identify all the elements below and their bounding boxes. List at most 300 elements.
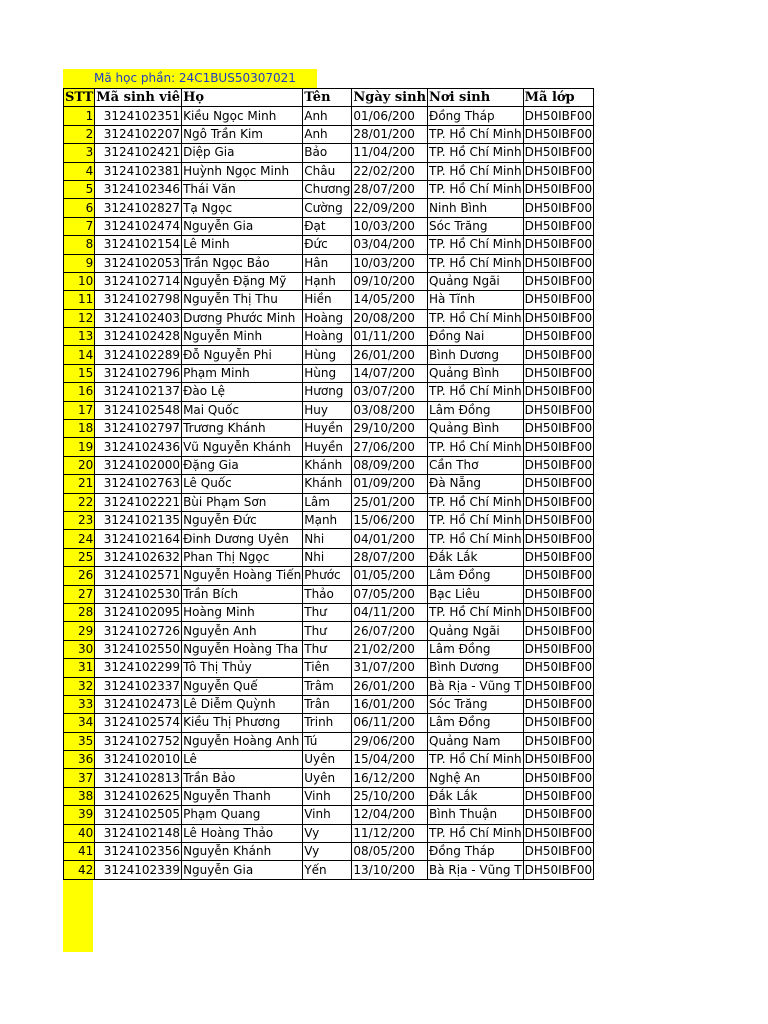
cell-dob[interactable]: 13/10/200 (352, 861, 428, 879)
cell-stt[interactable]: 21 (64, 475, 95, 493)
cell-stt[interactable]: 16 (64, 383, 95, 401)
cell-first-name[interactable]: Trân (303, 695, 352, 713)
cell-last-name[interactable]: Đào Lệ (182, 383, 303, 401)
cell-last-name[interactable]: Nguyễn Khánh (182, 843, 303, 861)
cell-last-name[interactable]: Trần Ngọc Bảo (182, 254, 303, 272)
cell-class-code[interactable]: DH50IBF00 (523, 291, 593, 309)
cell-student-id[interactable]: 3124102530 (95, 585, 182, 603)
cell-dob[interactable]: 27/06/200 (352, 438, 428, 456)
cell-first-name[interactable]: Yến (303, 861, 352, 879)
cell-stt[interactable]: 27 (64, 585, 95, 603)
cell-first-name[interactable]: Bảo (303, 144, 352, 162)
cell-first-name[interactable]: Khánh (303, 456, 352, 474)
cell-birthplace[interactable]: Bình Dương (428, 346, 524, 364)
cell-birthplace[interactable]: Đồng Tháp (428, 843, 524, 861)
cell-first-name[interactable]: Uyên (303, 769, 352, 787)
cell-student-id[interactable]: 3124102135 (95, 511, 182, 529)
cell-class-code[interactable]: DH50IBF00 (523, 236, 593, 254)
cell-last-name[interactable]: Huỳnh Ngọc Minh (182, 162, 303, 180)
cell-class-code[interactable]: DH50IBF00 (523, 714, 593, 732)
cell-last-name[interactable]: Thái Văn (182, 180, 303, 198)
cell-student-id[interactable]: 3124102797 (95, 420, 182, 438)
cell-first-name[interactable]: Tú (303, 732, 352, 750)
cell-stt[interactable]: 41 (64, 843, 95, 861)
cell-birthplace[interactable]: Quảng Bình (428, 420, 524, 438)
cell-student-id[interactable]: 3124102763 (95, 475, 182, 493)
cell-stt[interactable]: 14 (64, 346, 95, 364)
cell-class-code[interactable]: DH50IBF00 (523, 493, 593, 511)
cell-class-code[interactable]: DH50IBF00 (523, 475, 593, 493)
cell-class-code[interactable]: DH50IBF00 (523, 659, 593, 677)
cell-student-id[interactable]: 3124102436 (95, 438, 182, 456)
cell-stt[interactable]: 13 (64, 328, 95, 346)
cell-stt[interactable]: 11 (64, 291, 95, 309)
cell-first-name[interactable]: Chương (303, 180, 352, 198)
cell-last-name[interactable]: Kiều Thị Phương (182, 714, 303, 732)
cell-dob[interactable]: 11/04/200 (352, 144, 428, 162)
cell-student-id[interactable]: 3124102550 (95, 640, 182, 658)
cell-class-code[interactable]: DH50IBF00 (523, 107, 593, 125)
cell-last-name[interactable]: Nguyễn Hoàng Tha (182, 640, 303, 658)
cell-last-name[interactable]: Đỗ Nguyễn Phi (182, 346, 303, 364)
cell-student-id[interactable]: 3124102095 (95, 603, 182, 621)
cell-last-name[interactable]: Lê (182, 751, 303, 769)
cell-dob[interactable]: 07/05/200 (352, 585, 428, 603)
cell-stt[interactable]: 24 (64, 530, 95, 548)
cell-first-name[interactable]: Hùng (303, 364, 352, 382)
cell-last-name[interactable]: Nguyễn Đức (182, 511, 303, 529)
cell-birthplace[interactable]: Nghệ An (428, 769, 524, 787)
cell-last-name[interactable]: Nguyễn Hoàng Anh (182, 732, 303, 750)
cell-student-id[interactable]: 3124102299 (95, 659, 182, 677)
cell-class-code[interactable]: DH50IBF00 (523, 603, 593, 621)
cell-class-code[interactable]: DH50IBF00 (523, 695, 593, 713)
cell-birthplace[interactable]: Đồng Nai (428, 328, 524, 346)
cell-first-name[interactable]: Tiên (303, 659, 352, 677)
cell-first-name[interactable]: Vinh (303, 806, 352, 824)
cell-student-id[interactable]: 3124102796 (95, 364, 182, 382)
cell-last-name[interactable]: Nguyễn Anh (182, 622, 303, 640)
cell-first-name[interactable]: Vy (303, 824, 352, 842)
cell-stt[interactable]: 26 (64, 567, 95, 585)
cell-dob[interactable]: 22/09/200 (352, 199, 428, 217)
cell-stt[interactable]: 18 (64, 420, 95, 438)
cell-dob[interactable]: 03/08/200 (352, 401, 428, 419)
cell-birthplace[interactable]: Lâm Đồng (428, 640, 524, 658)
cell-student-id[interactable]: 3124102154 (95, 236, 182, 254)
cell-birthplace[interactable]: TP. Hồ Chí Minh (428, 511, 524, 529)
cell-stt[interactable]: 20 (64, 456, 95, 474)
cell-class-code[interactable]: DH50IBF00 (523, 677, 593, 695)
cell-class-code[interactable]: DH50IBF00 (523, 144, 593, 162)
cell-student-id[interactable]: 3124102148 (95, 824, 182, 842)
cell-stt[interactable]: 22 (64, 493, 95, 511)
cell-last-name[interactable]: Nguyễn Thanh (182, 787, 303, 805)
cell-class-code[interactable]: DH50IBF00 (523, 438, 593, 456)
cell-student-id[interactable]: 3124102010 (95, 751, 182, 769)
cell-birthplace[interactable]: TP. Hồ Chí Minh (428, 309, 524, 327)
cell-student-id[interactable]: 3124102474 (95, 217, 182, 235)
cell-last-name[interactable]: Đinh Dương Uyên (182, 530, 303, 548)
cell-first-name[interactable]: Vinh (303, 787, 352, 805)
cell-student-id[interactable]: 3124102356 (95, 843, 182, 861)
cell-student-id[interactable]: 3124102798 (95, 291, 182, 309)
cell-stt[interactable]: 3 (64, 144, 95, 162)
cell-stt[interactable]: 38 (64, 787, 95, 805)
cell-student-id[interactable]: 3124102473 (95, 695, 182, 713)
cell-student-id[interactable]: 3124102221 (95, 493, 182, 511)
cell-first-name[interactable]: Anh (303, 107, 352, 125)
cell-stt[interactable]: 37 (64, 769, 95, 787)
cell-first-name[interactable]: Mạnh (303, 511, 352, 529)
cell-birthplace[interactable]: Bình Thuận (428, 806, 524, 824)
cell-dob[interactable]: 04/01/200 (352, 530, 428, 548)
cell-first-name[interactable]: Hoàng (303, 328, 352, 346)
cell-stt[interactable]: 2 (64, 125, 95, 143)
cell-dob[interactable]: 20/08/200 (352, 309, 428, 327)
cell-dob[interactable]: 22/02/200 (352, 162, 428, 180)
cell-student-id[interactable]: 3124102428 (95, 328, 182, 346)
cell-dob[interactable]: 29/06/200 (352, 732, 428, 750)
cell-student-id[interactable]: 3124102207 (95, 125, 182, 143)
cell-stt[interactable]: 29 (64, 622, 95, 640)
cell-birthplace[interactable]: Quảng Ngãi (428, 272, 524, 290)
cell-first-name[interactable]: Cường (303, 199, 352, 217)
cell-first-name[interactable]: Uyên (303, 751, 352, 769)
cell-student-id[interactable]: 3124102164 (95, 530, 182, 548)
cell-dob[interactable]: 06/11/200 (352, 714, 428, 732)
cell-student-id[interactable]: 3124102403 (95, 309, 182, 327)
header-stt[interactable]: STT (65, 90, 94, 106)
cell-student-id[interactable]: 3124102571 (95, 567, 182, 585)
cell-last-name[interactable]: Ngô Trần Kim (182, 125, 303, 143)
cell-class-code[interactable]: DH50IBF00 (523, 806, 593, 824)
cell-stt[interactable]: 7 (64, 217, 95, 235)
cell-class-code[interactable]: DH50IBF00 (523, 162, 593, 180)
cell-last-name[interactable]: Lê Quốc (182, 475, 303, 493)
cell-last-name[interactable]: Phan Thị Ngọc (182, 548, 303, 566)
cell-class-code[interactable]: DH50IBF00 (523, 769, 593, 787)
cell-birthplace[interactable]: Cần Thơ (428, 456, 524, 474)
cell-birthplace[interactable]: Sóc Trăng (428, 217, 524, 235)
cell-last-name[interactable]: Nguyễn Quế (182, 677, 303, 695)
cell-student-id[interactable]: 3124102289 (95, 346, 182, 364)
cell-stt[interactable]: 1 (64, 107, 95, 125)
cell-stt[interactable]: 36 (64, 751, 95, 769)
cell-birthplace[interactable]: Sóc Trăng (428, 695, 524, 713)
cell-class-code[interactable]: DH50IBF00 (523, 622, 593, 640)
cell-dob[interactable]: 10/03/200 (352, 217, 428, 235)
cell-stt[interactable]: 31 (64, 659, 95, 677)
cell-birthplace[interactable]: Lâm Đồng (428, 567, 524, 585)
cell-stt[interactable]: 40 (64, 824, 95, 842)
cell-first-name[interactable]: Đức (303, 236, 352, 254)
cell-first-name[interactable]: Huy (303, 401, 352, 419)
cell-first-name[interactable]: Thư (303, 603, 352, 621)
cell-dob[interactable]: 28/01/200 (352, 125, 428, 143)
cell-last-name[interactable]: Dương Phước Minh (182, 309, 303, 327)
header-birthplace[interactable]: Nơi sinh (428, 89, 524, 107)
cell-class-code[interactable]: DH50IBF00 (523, 346, 593, 364)
cell-class-code[interactable]: DH50IBF00 (523, 125, 593, 143)
cell-first-name[interactable]: Huyền (303, 438, 352, 456)
cell-stt[interactable]: 9 (64, 254, 95, 272)
cell-last-name[interactable]: Trương Khánh (182, 420, 303, 438)
cell-last-name[interactable]: Tô Thị Thủy (182, 659, 303, 677)
header-first-name[interactable]: Tên (303, 89, 352, 107)
cell-dob[interactable]: 03/07/200 (352, 383, 428, 401)
cell-dob[interactable]: 03/04/200 (352, 236, 428, 254)
cell-stt[interactable]: 10 (64, 272, 95, 290)
cell-last-name[interactable]: Lê Diễm Quỳnh (182, 695, 303, 713)
cell-dob[interactable]: 01/11/200 (352, 328, 428, 346)
cell-dob[interactable]: 12/04/200 (352, 806, 428, 824)
cell-stt[interactable]: 6 (64, 199, 95, 217)
cell-dob[interactable]: 25/01/200 (352, 493, 428, 511)
cell-dob[interactable]: 01/05/200 (352, 567, 428, 585)
cell-stt[interactable]: 23 (64, 511, 95, 529)
header-last-name[interactable]: Họ (182, 89, 303, 107)
header-dob[interactable]: Ngày sinh (353, 90, 427, 106)
cell-birthplace[interactable]: Đắk Lắk (428, 787, 524, 805)
cell-first-name[interactable]: Đạt (303, 217, 352, 235)
cell-class-code[interactable]: DH50IBF00 (523, 732, 593, 750)
cell-class-code[interactable]: DH50IBF00 (523, 824, 593, 842)
cell-dob[interactable]: 26/01/200 (352, 346, 428, 364)
cell-dob[interactable]: 29/10/200 (352, 420, 428, 438)
cell-last-name[interactable]: Phạm Minh (182, 364, 303, 382)
cell-birthplace[interactable]: TP. Hồ Chí Minh (428, 493, 524, 511)
cell-last-name[interactable]: Kiều Ngọc Minh (182, 107, 303, 125)
cell-birthplace[interactable]: TP. Hồ Chí Minh (428, 751, 524, 769)
cell-first-name[interactable]: Khánh (303, 475, 352, 493)
cell-dob[interactable]: 26/07/200 (352, 622, 428, 640)
cell-birthplace[interactable]: Bình Dương (428, 659, 524, 677)
cell-dob[interactable]: 14/07/200 (352, 364, 428, 382)
cell-last-name[interactable]: Trần Bảo (182, 769, 303, 787)
cell-birthplace[interactable]: Đà Nẵng (428, 475, 524, 493)
cell-first-name[interactable]: Hạnh (303, 272, 352, 290)
cell-stt[interactable]: 12 (64, 309, 95, 327)
cell-dob[interactable]: 11/12/200 (352, 824, 428, 842)
cell-first-name[interactable]: Phước (303, 567, 352, 585)
cell-birthplace[interactable]: Đắk Lắk (428, 548, 524, 566)
cell-last-name[interactable]: Hoàng Minh (182, 603, 303, 621)
cell-student-id[interactable]: 3124102752 (95, 732, 182, 750)
cell-first-name[interactable]: Thư (303, 640, 352, 658)
cell-dob[interactable]: 01/06/200 (352, 107, 428, 125)
cell-last-name[interactable]: Phạm Quang (182, 806, 303, 824)
cell-class-code[interactable]: DH50IBF00 (523, 401, 593, 419)
cell-birthplace[interactable]: Ninh Bình (428, 199, 524, 217)
cell-student-id[interactable]: 3124102351 (95, 107, 182, 125)
cell-student-id[interactable]: 3124102726 (95, 622, 182, 640)
cell-student-id[interactable]: 3124102714 (95, 272, 182, 290)
cell-dob[interactable]: 15/04/200 (352, 751, 428, 769)
cell-first-name[interactable]: Huyền (303, 420, 352, 438)
cell-stt[interactable]: 8 (64, 236, 95, 254)
cell-stt[interactable]: 4 (64, 162, 95, 180)
cell-first-name[interactable]: Trâm (303, 677, 352, 695)
cell-last-name[interactable]: Nguyễn Hoàng Tiến (182, 567, 303, 585)
cell-first-name[interactable]: Hùng (303, 346, 352, 364)
cell-class-code[interactable]: DH50IBF00 (523, 861, 593, 879)
cell-last-name[interactable]: Nguyễn Thị Thu (182, 291, 303, 309)
cell-dob[interactable]: 15/06/200 (352, 511, 428, 529)
cell-dob[interactable]: 04/11/200 (352, 603, 428, 621)
cell-first-name[interactable]: Hương (303, 383, 352, 401)
cell-last-name[interactable]: Lê Minh (182, 236, 303, 254)
cell-last-name[interactable]: Nguyễn Gia (182, 861, 303, 879)
cell-birthplace[interactable]: Quảng Bình (428, 364, 524, 382)
cell-birthplace[interactable]: TP. Hồ Chí Minh (428, 603, 524, 621)
cell-birthplace[interactable]: TP. Hồ Chí Minh (428, 144, 524, 162)
cell-first-name[interactable]: Vy (303, 843, 352, 861)
cell-dob[interactable]: 28/07/200 (352, 180, 428, 198)
cell-birthplace[interactable]: TP. Hồ Chí Minh (428, 254, 524, 272)
cell-first-name[interactable]: Thảo (303, 585, 352, 603)
cell-dob[interactable]: 09/10/200 (352, 272, 428, 290)
cell-birthplace[interactable]: Lâm Đồng (428, 714, 524, 732)
cell-first-name[interactable]: Trinh (303, 714, 352, 732)
header-class-code[interactable]: Mã lớp (523, 89, 593, 107)
cell-last-name[interactable]: Diệp Gia (182, 144, 303, 162)
cell-student-id[interactable]: 3124102574 (95, 714, 182, 732)
cell-first-name[interactable]: Thư (303, 622, 352, 640)
cell-birthplace[interactable]: Hà Tĩnh (428, 291, 524, 309)
cell-dob[interactable]: 08/05/200 (352, 843, 428, 861)
cell-dob[interactable]: 14/05/200 (352, 291, 428, 309)
cell-dob[interactable]: 25/10/200 (352, 787, 428, 805)
cell-birthplace[interactable]: TP. Hồ Chí Minh (428, 383, 524, 401)
cell-student-id[interactable]: 3124102137 (95, 383, 182, 401)
cell-class-code[interactable]: DH50IBF00 (523, 383, 593, 401)
cell-student-id[interactable]: 3124102505 (95, 806, 182, 824)
cell-class-code[interactable]: DH50IBF00 (523, 567, 593, 585)
cell-first-name[interactable]: Nhi (303, 530, 352, 548)
cell-last-name[interactable]: Vũ Nguyễn Khánh (182, 438, 303, 456)
cell-class-code[interactable]: DH50IBF00 (523, 180, 593, 198)
cell-last-name[interactable]: Đặng Gia (182, 456, 303, 474)
cell-dob[interactable]: 08/09/200 (352, 456, 428, 474)
cell-first-name[interactable]: Lâm (303, 493, 352, 511)
cell-last-name[interactable]: Trần Bích (182, 585, 303, 603)
cell-class-code[interactable]: DH50IBF00 (523, 254, 593, 272)
cell-dob[interactable]: 16/12/200 (352, 769, 428, 787)
cell-first-name[interactable]: Hiền (303, 291, 352, 309)
cell-birthplace[interactable]: Bạc Liêu (428, 585, 524, 603)
cell-student-id[interactable]: 3124102421 (95, 144, 182, 162)
cell-stt[interactable]: 33 (64, 695, 95, 713)
cell-dob[interactable]: 28/07/200 (352, 548, 428, 566)
cell-birthplace[interactable]: TP. Hồ Chí Minh (428, 162, 524, 180)
cell-dob[interactable]: 01/09/200 (352, 475, 428, 493)
cell-stt[interactable]: 42 (64, 861, 95, 879)
cell-dob[interactable]: 21/02/200 (352, 640, 428, 658)
cell-stt[interactable]: 19 (64, 438, 95, 456)
cell-dob[interactable]: 26/01/200 (352, 677, 428, 695)
cell-dob[interactable]: 10/03/200 (352, 254, 428, 272)
cell-birthplace[interactable]: TP. Hồ Chí Minh (428, 438, 524, 456)
cell-birthplace[interactable]: Bà Rịa - Vũng T (428, 677, 524, 695)
cell-stt[interactable]: 35 (64, 732, 95, 750)
cell-birthplace[interactable]: TP. Hồ Chí Minh (428, 236, 524, 254)
cell-stt[interactable]: 17 (64, 401, 95, 419)
cell-stt[interactable]: 34 (64, 714, 95, 732)
cell-class-code[interactable]: DH50IBF00 (523, 456, 593, 474)
cell-birthplace[interactable]: TP. Hồ Chí Minh (428, 125, 524, 143)
cell-stt[interactable]: 5 (64, 180, 95, 198)
cell-last-name[interactable]: Nguyễn Đặng Mỹ (182, 272, 303, 290)
cell-birthplace[interactable]: TP. Hồ Chí Minh (428, 530, 524, 548)
cell-class-code[interactable]: DH50IBF00 (523, 309, 593, 327)
cell-class-code[interactable]: DH50IBF00 (523, 585, 593, 603)
cell-stt[interactable]: 32 (64, 677, 95, 695)
cell-class-code[interactable]: DH50IBF00 (523, 511, 593, 529)
cell-class-code[interactable]: DH50IBF00 (523, 199, 593, 217)
cell-student-id[interactable]: 3124102548 (95, 401, 182, 419)
cell-student-id[interactable]: 3124102346 (95, 180, 182, 198)
cell-class-code[interactable]: DH50IBF00 (523, 787, 593, 805)
cell-stt[interactable]: 30 (64, 640, 95, 658)
cell-student-id[interactable]: 3124102625 (95, 787, 182, 805)
cell-dob[interactable]: 16/01/200 (352, 695, 428, 713)
cell-class-code[interactable]: DH50IBF00 (523, 640, 593, 658)
cell-student-id[interactable]: 3124102632 (95, 548, 182, 566)
header-student-id[interactable]: Mã sinh viê (96, 90, 181, 106)
cell-birthplace[interactable]: TP. Hồ Chí Minh (428, 180, 524, 198)
cell-class-code[interactable]: DH50IBF00 (523, 217, 593, 235)
cell-student-id[interactable]: 3124102000 (95, 456, 182, 474)
cell-class-code[interactable]: DH50IBF00 (523, 843, 593, 861)
cell-student-id[interactable]: 3124102337 (95, 677, 182, 695)
cell-stt[interactable]: 39 (64, 806, 95, 824)
cell-student-id[interactable]: 3124102813 (95, 769, 182, 787)
cell-last-name[interactable]: Lê Hoàng Thảo (182, 824, 303, 842)
cell-birthplace[interactable]: Bà Rịa - Vũng T (428, 861, 524, 879)
cell-last-name[interactable]: Bùi Phạm Sơn (182, 493, 303, 511)
cell-birthplace[interactable]: Lâm Đồng (428, 401, 524, 419)
cell-class-code[interactable]: DH50IBF00 (523, 548, 593, 566)
cell-last-name[interactable]: Nguyễn Gia (182, 217, 303, 235)
cell-class-code[interactable]: DH50IBF00 (523, 751, 593, 769)
cell-class-code[interactable]: DH50IBF00 (523, 530, 593, 548)
cell-class-code[interactable]: DH50IBF00 (523, 420, 593, 438)
cell-student-id[interactable]: 3124102053 (95, 254, 182, 272)
cell-first-name[interactable]: Châu (303, 162, 352, 180)
cell-birthplace[interactable]: TP. Hồ Chí Minh (428, 824, 524, 842)
cell-class-code[interactable]: DH50IBF00 (523, 364, 593, 382)
cell-class-code[interactable]: DH50IBF00 (523, 272, 593, 290)
cell-birthplace[interactable]: Đồng Tháp (428, 107, 524, 125)
cell-student-id[interactable]: 3124102381 (95, 162, 182, 180)
cell-last-name[interactable]: Mai Quốc (182, 401, 303, 419)
cell-stt[interactable]: 28 (64, 603, 95, 621)
cell-dob[interactable]: 31/07/200 (352, 659, 428, 677)
cell-student-id[interactable]: 3124102339 (95, 861, 182, 879)
cell-last-name[interactable]: Tạ Ngọc (182, 199, 303, 217)
cell-first-name[interactable]: Anh (303, 125, 352, 143)
cell-first-name[interactable]: Nhi (303, 548, 352, 566)
cell-first-name[interactable]: Hân (303, 254, 352, 272)
cell-stt[interactable]: 15 (64, 364, 95, 382)
cell-stt[interactable]: 25 (64, 548, 95, 566)
cell-first-name[interactable]: Hoàng (303, 309, 352, 327)
cell-birthplace[interactable]: Quảng Nam (428, 732, 524, 750)
cell-birthplace[interactable]: Quảng Ngãi (428, 622, 524, 640)
cell-class-code[interactable]: DH50IBF00 (523, 328, 593, 346)
cell-student-id[interactable]: 3124102827 (95, 199, 182, 217)
